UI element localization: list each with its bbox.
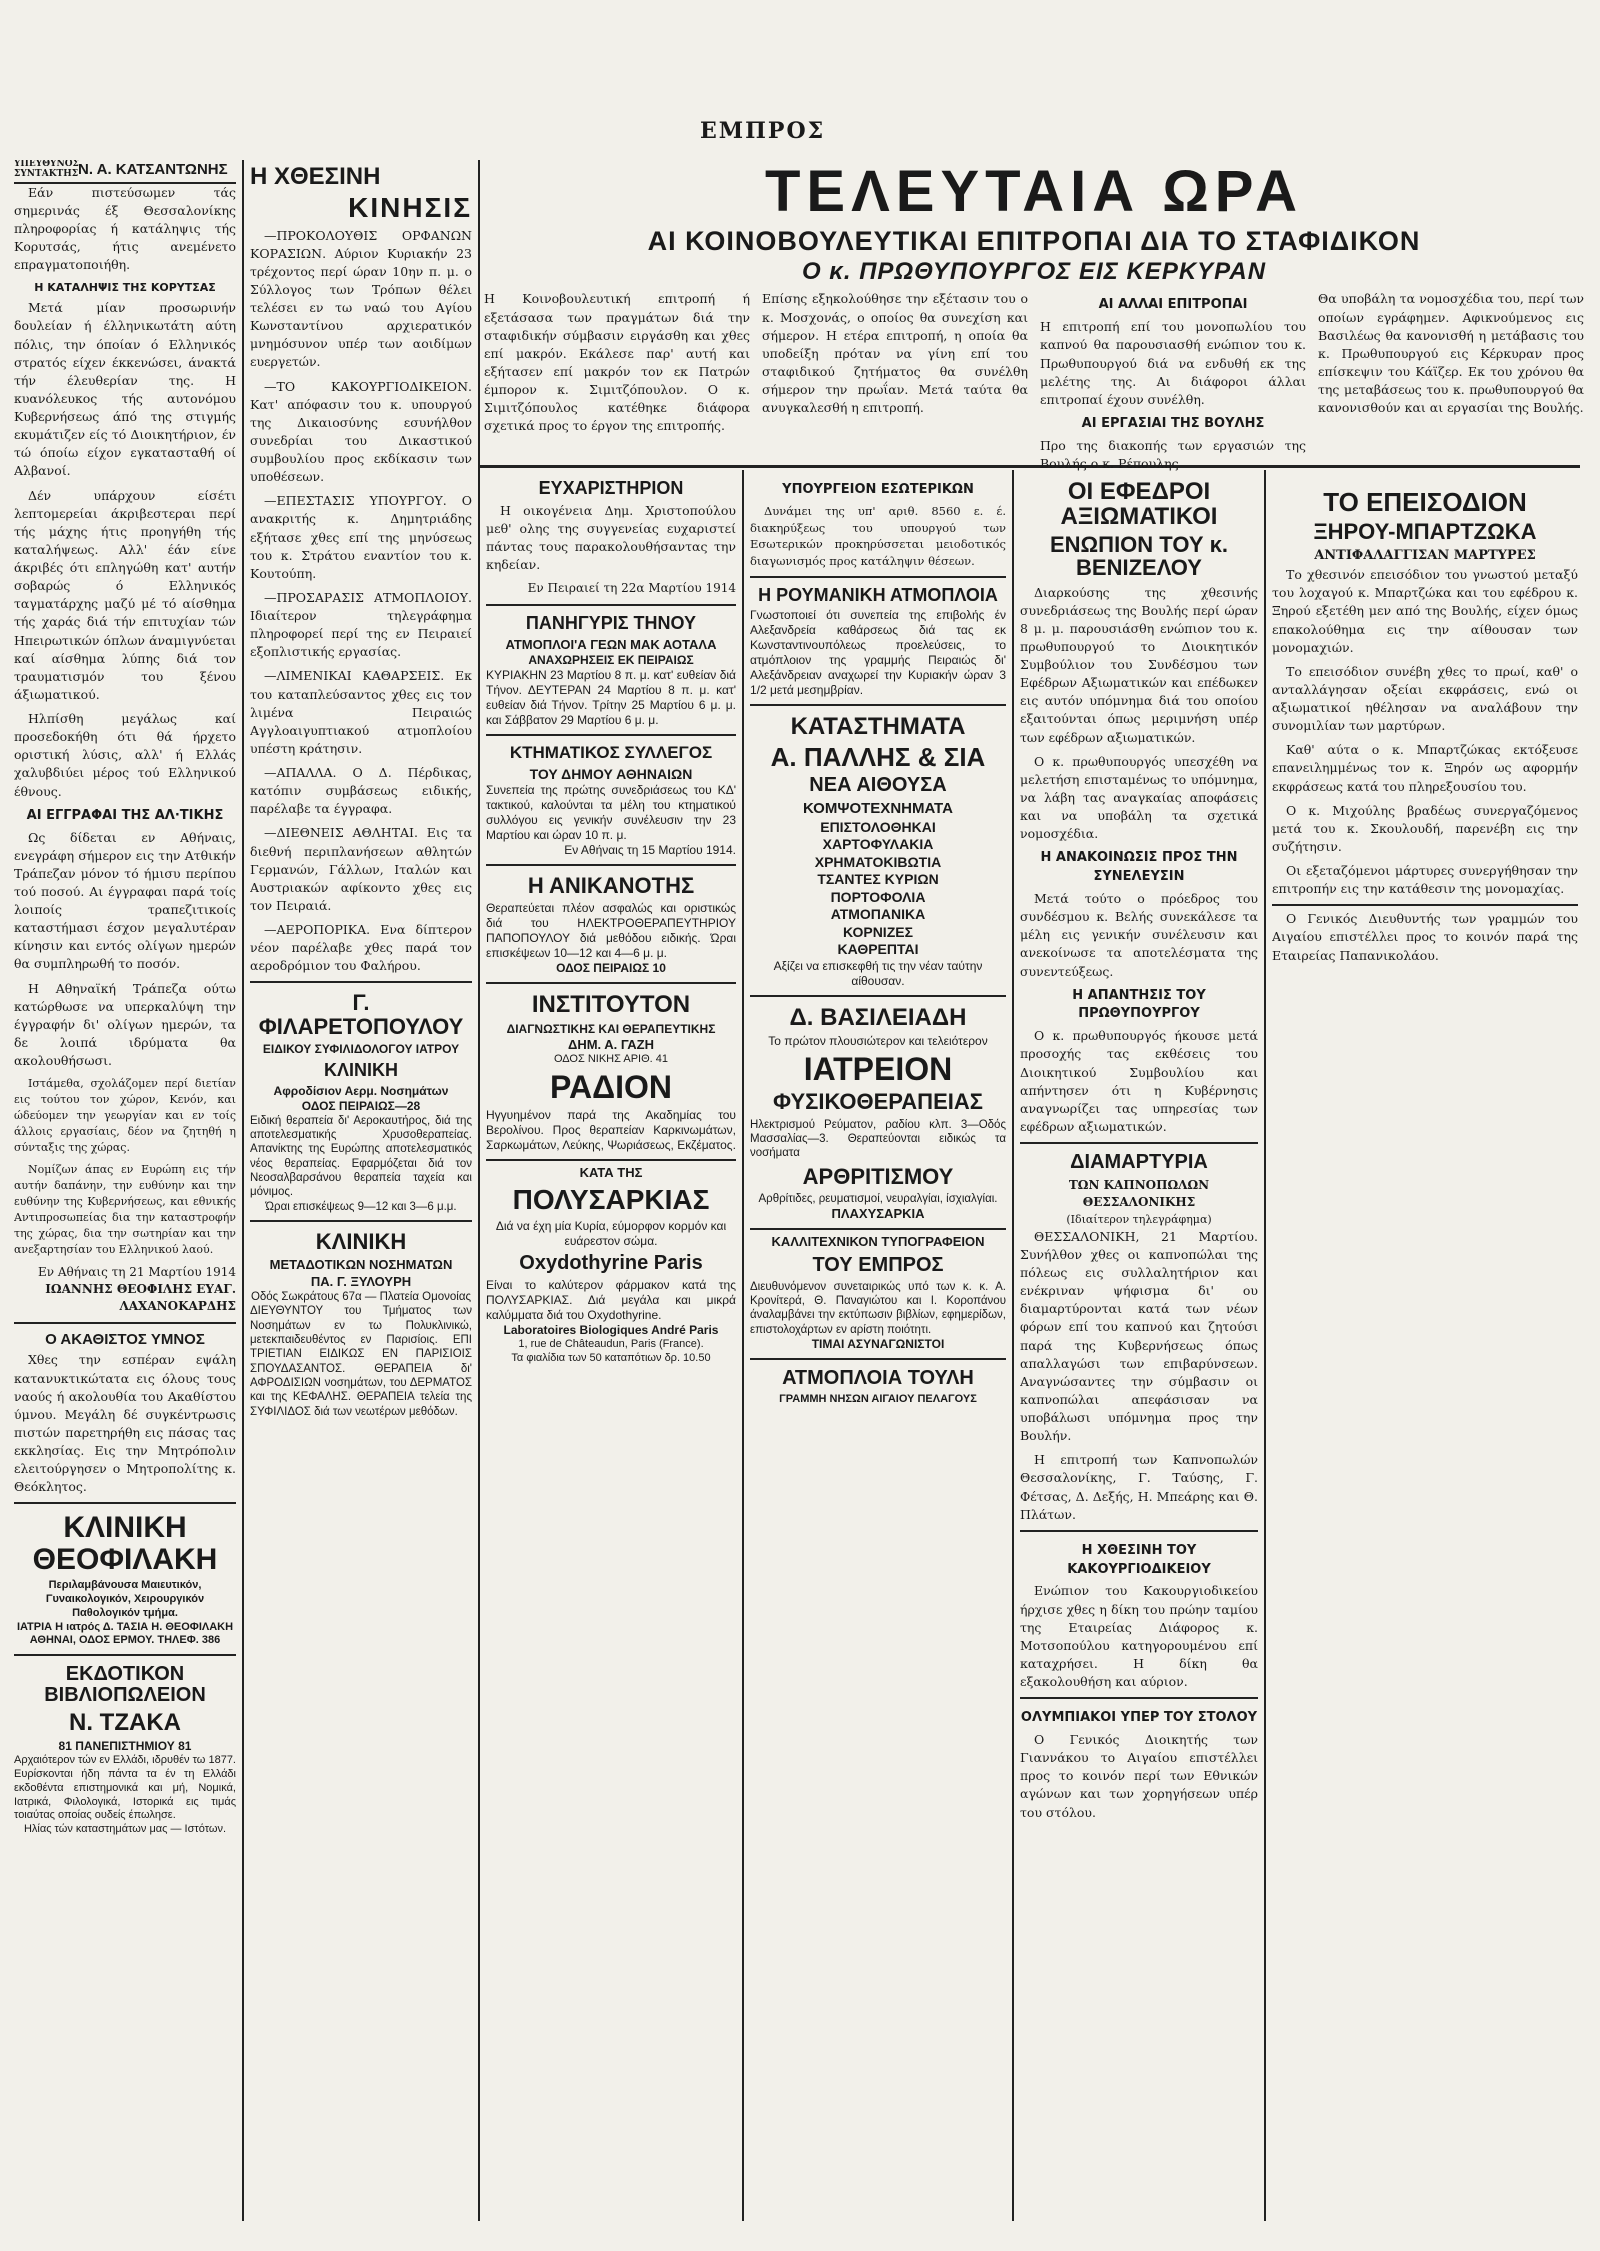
ad-address: ΟΔΟΣ ΝΙΚΗΣ ΑΡΙΘ. 41 [553,1052,669,1065]
column-6 [1272,475,1578,2231]
ad-heading: ΚΑΤΑΣΤΗΜΑΤΑ [790,713,966,741]
paragraph: Δυνάμει της υπ' αριθ. 8560 ε. έ. διακηρύξεως του υπουργού των Εσωτερικών προκηρύσσεται μειοδοτικός διαγωνισμός προς κατάληψιν θέσεων. [750,503,1006,568]
ad-text: Ηλεκτρισμού Ρεύματον, ραδίου κλπ. 3—Οδός Μασσαλίας—3. Θεραπεύονται ειδικώς τα νοσήματα [750,1118,1006,1160]
paragraph: ΘΕΣΣΑΛΟΝΙΚΗ, 21 Μαρτίου. Συνήλθον χθες οι καπνοπώλαι της πόλεως εις συλλαλητήριον και ενέκριναν ψήφισμα δι' ου διαμαρτύρονται κατά των νέων φόρων επί του καπνού και ζητούσι παρά της Κυβερνήσεως όπως απαλλαγώσι των επιβαρύνσεων. Αναγνώσαντες την σύμβασιν οι καπνοπώλαι απεφάσισαν να υποβάλωσι υπόμνημα προς την Βουλήν. [1020,1228,1258,1444]
top-story [484,158,1584,473]
clinic-director: ΙΑΤΡΙΑ Η ιατρός Δ. ΤΑΣΙΑ Η. ΘΕΟΦΙΛΑΚΗ [16,1620,234,1633]
ad-heading: ΚΤΗΜΑΤΙΚΟΣ ΣΥΛΛΕΓΟΣ [509,742,713,762]
ad-subtitle: Το πρώτον πλουσιώτερον και τελειότερον [768,1033,988,1048]
story-heading: ΔΙΑΜΑΡΤΥΡΙΑ [1070,1151,1208,1174]
column-4 [750,475,1006,2231]
bookshop-text: Αρχαιότερον τών εν Ελλάδι, ιδρυθέν τω 1877. Ευρίσκονται ήδη πάντα τα έν τη Ελλάδι εκδοθέντα επιστημονικά και μή, Νομικά, Ιατρικά, Φιλολογικά, Ιστορικά εις τιμάς τοιαύτας οποίας ουδείς έπωλησε. [14,1754,236,1822]
lead-paragraph: Δέν υπάρχουν είσέτι λεπτομερείαι άκριβεστεραι περί τής μάχης ήτις προηγήθη τής καταλήψεως. Αλλ' έάν είνε άκριβές ότι επληγώθη κατ' αυτήν σοβαρώς ό Ελληνικός ταγματάρχης μαζύ μέ τό αίσθημα τής χαράς διά τήν επιτυχίαν τών Ηπειρωτικών όπλων άναμιγνύεται καί αίσθημα λύπης διά τον τραυματισμόν του ξένου άξιωματικού. [14,487,236,702]
column-rule [478,160,480,2221]
ad-heading: Α. ΠΑΛΛΗΣ & ΣΙΑ [770,741,986,772]
ad-address: Οδός Σωκράτους 67α — Πλατεία Ομονοίας [250,1290,472,1303]
paragraph: Προ της διακοπής των εργασιών της Βουλής ο κ. Ρέπουλης [1040,437,1306,471]
section-heading: Η ΑΠΑΝΤΗΣΙΣ ΤΟΥ ΠΡΩΘΥΠΟΥΡΓΟΥ [1072,987,1206,1022]
ad-line: ΕΠΙΣΤΟΛΟΘΗΚΑΙ [820,818,936,835]
ad-subtitle: ΜΕΤΑΔΟΤΙΚΩΝ ΝΟΣΗΜΑΤΩΝ [269,1257,453,1273]
paragraph: Ενώπιον του Κακουργιοδικείου ήρχισε χθες η δίκη του πρώην ταμίου της Εταιρείας Διάφορος κ. Μοτσοπούλου κατηγορουμένου επί καταχρήσει. Η δίκη θα εξακολουθήση και αύριον. [1020,1583,1258,1690]
ad-heading: ΙΝΣΤΙΤΟΥΤΟΝ [531,991,691,1019]
ad-subtitle: ΤΟΥ ΔΗΜΟΥ ΑΘΗΝΑΙΩΝ [529,765,693,782]
ad-subtitle: ΚΟΜΨΟΤΕΧΝΗΜΑΤΑ [803,799,953,817]
ad-heading: ΠΛΑΧΥΣΑΡΚΙΑ [831,1206,925,1222]
signature-place: Εν Αθήναις τη 21 Μαρτίου 1914 [38,1264,236,1279]
ad-lab-address: 1, rue de Châteaudun, Paris (France). [518,1337,704,1350]
ad-subtitle: ΕΙΔΙΚΟΥ ΣΥΦΙΛΙΔΟΛΟΓΟΥ ΙΑΤΡΟΥ [262,1041,460,1056]
news-heading-b: ΚΙΝΗΣΙΣ [348,192,472,224]
top-column [1318,290,1584,473]
ad-line: ΠΟΡΤΟΦΟΛΙΑ [830,888,926,905]
ad-name: ΠΑ. Γ. ΞΥΛΟΥΡΗ [310,1273,412,1289]
news-item: —ΔΙΕΘΝΕΙΣ ΑΘΛΗΤΑΙ. Εις τα διεθνή περιπλανήσεων αθλητών Γερμανών, Γάλλων, Ιταλών και Αυστριακών αφίκοντο χθες εις τον Πειραιά. [250,825,472,913]
ad-line: ΧΡΗΜΑΤΟΚΙΒΩΤΙΑ [814,853,942,870]
ad-text: Ηγγυημένον παρά της Ακαδημίας του Βερολίνου. Προς θεραπείαν Καρκινωμάτων, Σαρκωμάτων, Λεύκης, Ψωριάσεως, Εκζέματος. [486,1108,736,1153]
story-subheading: ΞΗΡΟΥ-ΜΠΑΡΤΖΩΚΑ [1313,519,1537,545]
ad-signature: ΤΙΜΑΙ ΑΣΥΝΑΓΩΝΙΣΤΟΙ [811,1337,945,1352]
ad-text: ΔΙΕΥΘΥΝΤΟΥ του Τμήματος των Νοσημάτων εν τω Πολυκλινικώ, μετεκπαιδευθέντος εν Παρισίοις. ΕΠΙ ΤΡΙΕΤΙΑΝ ΕΙΔΙΚΩΣ ΕΝ ΠΑΡΙΣΙΟΙΣ ΣΠΟΥΔΑΣΑΝΤΟΣ. ΘΕΡΑΠΕΙΑ δι' ΑΦΡΟΔΙΣΙΩΝ νοσημάτων, του ΔΕΡΜΑΤΟΣ και της ΚΕΦΑΛΗΣ. ΘΕΡΑΠΕΙΑ τελεία της ΣΥΦΙΛΙΔΟΣ διά των νεωτέρων μεθόδων. [250,1305,472,1418]
ad-footer: Αξίζει να επισκεφθή τις την νέαν ταύτην αίθουσαν. [773,958,983,988]
notice-heading: ΕΥΧΑΡΙΣΤΗΡΙΟΝ [538,478,684,498]
top-column [762,290,1028,473]
ad-heading: ΙΑΤΡΕΙΟΝ [803,1050,953,1087]
ad-brand: Oxydothyrine Paris [519,1251,703,1274]
byline-name: Ν. Α. ΚΑΤΣΑΝΤΩΝΗΣ [78,161,228,179]
clinic-address: ΑΘΗΝΑΙ, ΟΔΟΣ ΕΡΜΟΥ. ΤΗΛΕΦ. 386 [29,1634,221,1647]
ad-line: ΧΑΡΤΟΦΥΛΑΚΙΑ [822,836,934,853]
lead-paragraph: Ηλπίσθη μεγάλως καί προσεδοκήθη ότι θά ήρχετο οριστική λύσις, αλλ' ή Ελλάς χαλυβδιύει μέρος τού Ελληνικού έθνους. [14,711,236,799]
paragraph: Θα υποβάλη τα νομοσχέδια του, περί των οποίων εγράφημεν. Αφικνούμενος εις Βασιλέως θα κανονισθή η μετάβασις του κ. Πρωθυπουργού εις Κέρκυραν προς επίσκεψιν του Κάϊζερ. Εκ του χρόνου θα της μεταβάσεως του κ. πρωθυπουργού θα κανονισθούν και αι εργασίαι της Βουλής. [1318,291,1584,416]
paragraph: Ο Γενικός Διευθυντής των γραμμών του Αιγαίου επιστέλλει προς το κοινόν παρά της Εταιρείας Παπανικολάου. [1272,911,1578,963]
paragraph: Καθ' αύτα ο κ. Μπαρτζώκας εκτόξευσε επανειλημμένως τον κ. Ξηρόν ως αφορμήν εκφράσεως κατά του πληρεξουσίου του. [1272,742,1578,794]
ad-text: Γνωστοποιεί ότι συνεπεία της επιβολής έν Αλεξανδρεία καθάρσεως διά τας εκ Κωνσταντινουπόλεως προελεύσεις, το ατμόπλοιον της γραμμής Πειραιώς δι' Αλεξάνδρειαν αναχωρεί την Κυριακήν ώραν 3 1/2 μετά μεσημβρίαν. [750,608,1006,698]
ad-text: Είναι το καλύτερον φάρμακον κατά της ΠΟΛΥΣΑΡΚΙΑΣ. Διά μεγάλα και μικρά καλύμματα διά του Oxydothyrine. [486,1277,736,1322]
ad-hours: Ώραι επισκέψεως 9—12 και 3—6 μ.μ. [265,1200,457,1213]
column-rule [1012,470,1014,2221]
sub-headline: Ο κ. ΠΡΩΘΥΠΟΥΡΓΟΣ ΕΙΣ ΚΕΡΚΥΡΑΝ [801,258,1267,286]
column-rule [242,160,244,2221]
masthead: ΕΜΠΡΟΣ [700,118,826,144]
ad-heading: ΦΥΣΙΚΟΘΕΡΑΠΕΙΑΣ [773,1089,983,1115]
story-subheading: ΕΝΩΠΙΟΝ ΤΟΥ κ. ΒΕΝΙΖΕΛΟΥ [1049,532,1229,581]
ad-line: ΑΤΜΟΠΑΝΙΚΑ [830,906,926,923]
akathistos-heading: Ο ΑΚΑΘΙΣΤΟΣ ΥΜΝΟΣ [45,1330,205,1348]
side-heading: Η ΚΑΤΑΛΗΨΙΣ ΤΗΣ ΚΟΡΥΤΣΑΣ [34,281,216,295]
ad-pre: ΚΑΤΑ ΤΗΣ [579,1165,643,1181]
news-item: —ΛΙΜΕΝΙΚΑΙ ΚΑΘΑΡΣΕΙΣ. Εκ του καταπλεύσαντος χθες εις τον λιμένα Πειραιώς Αγγλοαιγυπτιακού ατμοπλοίου υπέστη κράτησιν. [250,668,472,756]
paragraph: Η Αθηναϊκή Τράπεζα ούτω κατώρθωσε να υπερκαλύψη την έγγραφήν δι' ολίγων ημερών, τα δε λοιπά ιδρύματα θα ακολουθήσωσι. [14,980,236,1069]
story-subheading: ΤΩΝ ΚΑΠΝΟΠΩΛΩΝ ΘΕΣΣΑΛΟΝΙΚΗΣ [1068,1178,1210,1210]
top-column [1040,290,1306,473]
paragraph: Το επεισόδιον συνέβη χθες το πρωί, καθ' ο ανταλλάγησαν οξείαι εκφράσεις, ενώ οι αξιωματικοί ηθέλησαν να αναλάβουν την συνομιλίαν των μαρτύρων. [1272,663,1578,734]
paragraph: Ο κ. πρωθυπουργός ήκουσε μετά προσοχής τας εκθέσεις του Διοικητικού Συμβουλίου και απήντησεν ότι η Κυβέρνησις αναγνωρίζει τας υπηρεσίας των εφέδρων αξιωματικών. [1020,1028,1258,1134]
bookshop-address: 81 ΠΑΝΕΠΙΣΤΗΜΙΟΥ 81 [58,1739,192,1754]
paragraph: Το χθεσινόν επεισόδιον του γνωστού μεταξύ του λοχαγού κ. Μπαρτζώκα και του εφέδρου κ. Ξηρού εξετέθη μεν από της Βουλής, είχεν όμως επακολούθημα εις την αίθουσαν των μονομαχιών. [1272,567,1578,655]
bookshop-name: Ν. ΤΖΑΚΑ [69,1709,181,1737]
ad-heading: ΤΟΥ ΕΜΠΡΟΣ [812,1253,944,1276]
paragraph: Η Κοινοβουλευτική επιτροπή ή εξετάσασα των πραγμάτων διά την σταφιδικήν σύμβασιν ειργάσθη και χθες επί μακρόν. Εκάλεσε παρ' αυτή και εξήτασεν επί μακρόν τον εκ Πατρών έμπορον κ. Σιμιτζόπουλον. Ο κ. Σιμιτζόπουλος κατέθηκε διάφορα σχετικά προς το έργον της επιτροπής. [484,291,750,434]
ad-lab: Laboratoires Biologiques André Paris [503,1322,719,1337]
top-column [484,290,750,473]
paragraph: Επίσης εξηκολούθησε την εξέτασιν του ο κ. Μοσχονάς, ο οποίος θα συνεχίση και σήμερον. Η ετέρα επιτροπή, η οποία θα υποδείξη πρόταν να γίνη επί του σταφιδικού ζητήματος θα συνέλθη σήμερον την πρωΐαν. Μετά ταύτα θα ανυγκαλεσθή η επιτροπή. [762,291,1028,416]
section-heading: Η ΧΘΕΣΙΝΗ ΤΟΥ ΚΑΚΟΥΡΓΙΟΔΙΚΕΙΟΥ [1067,1542,1211,1577]
news-item: —ΑΕΡΟΠΟΡΙΚΑ. Ενα δίπτερον νέον παρέλαβε χθες παρά τον αεροδρόμιον του Φαλήρου. [250,922,472,974]
news-item: —ΠΡΟΣΑΡΑΣΙΣ ΑΤΜΟΠΛΟΙΟΥ. Ιδιαίτερον τηλεγράφημα πληροφορεί περί της εν Πειραιεί εξοπλιστικής εργασίας. [250,589,472,660]
ad-text: Διά να έχη μία Κυρία, εύμορφον κορμόν και ευάρεστον σώμα. [495,1218,727,1248]
main-headline: ΑΙ ΚΟΙΝΟΒΟΥΛΕΥΤΙΚΑΙ ΕΠΙΤΡΟΠΑΙ ΔΙΑ ΤΟ ΣΤΑΦΙΔΙΚΟΝ [647,225,1421,256]
paragraph: Η οικογένεια Δημ. Χριστοπούλου μεθ' ολης της συγγενείας ευχαριστεί πάντας τους παρακολουθήσαντας την κηδείαν. [486,502,736,573]
banner-heading: ΤΕΛΕΥΤΑΙΑ ΩΡΑ [764,159,1304,224]
column-5 [1020,475,1258,2231]
ad-heading: ΠΟΛΥΣΑΡΚΙΑΣ [512,1184,710,1216]
small-print: Νομίζων άπας εν Ευρώπη εις τήν αυτήν δαπάνην, την ευθύνην και την ευθύνην της Κυβερνήσεως, και εθνικής Αντιπροσωπείας δια την καταστροφήν της χώρας, δια την σωτηρίαν και την ανεξαρτησίαν του Ελληνικού λαού. [14,1162,236,1256]
section-heading: Η ΑΝΑΚΟΙΝΩΣΙΣ ΠΡΟΣ ΤΗΝ ΣΥΝΕΛΕΥΣΙΝ [1040,850,1238,885]
ad-heading: Η ΡΟΥΜΑΝΙΚΗ ΑΤΜΟΠΛΟΙΑ [758,584,998,605]
bookshop-footer: Ηλίας τών καταστημάτων μας — Ιστότων. [23,1823,227,1836]
ad-text: Συνεπεία της πρώτης συνεδριάσεως του ΚΔ' τακτικού, καλούνται τα μέλη του κτηματικού συλλόγου εις γενικήν συνέλευσιν την 23 Μαρτίου και ώραν 10 π. μ. [486,783,736,843]
bookshop-heading: ΕΚΔΟΤΙΚΟΝ ΒΙΒΛΙΟΠΩΛΕΙΟΝ [44,1663,206,1707]
byline-label: ΥΠΕΥΘΥΝΟΣ ΣΥΝΤΑΚΤΗΣ [14,160,79,179]
story-subheading: (Ιδιαίτερον τηλεγράφημα) [1066,1212,1212,1226]
signature-name: ΙΩΑΝΝΗΣ ΘΕΟΦΙΛΗΣ ΕΥΑΓ. ΛΑΧΑΝΟΚΑΡΔΗΣ [45,1281,236,1314]
lead-paragraph: Εάν πιστεύσωμεν τάς σημερινάς έξ Θεσσαλονίκης πληροφορίας ή κατάληψις τής Κορυτσάς, ήτις ανεμένετο επραγματοποιήθη. [14,184,236,273]
ad-line: Αφροδίσιον Αερμ. Νοσημάτων [273,1083,449,1098]
story-heading: ΟΙ ΕΦΕΔΡΟΙ ΑΞΙΩΜΑΤΙΚΟΙ [1060,478,1218,531]
paragraph: Χθες την εσπέραν εψάλη κατανυκτικώτατα εις όλους τους ναούς ή ακολουθία του Ακαθίστου ύμνου. Μεγάλη δέ συγκέντρωσις πιστών παρετηρήθη εις πάσας τας εκκλησίας. Εις την Μητρόπολιν ελειτούργησεν ο Μητροπολίτης κ. Θεόκλητος. [14,1352,236,1495]
paragraph: Η επιτροπή των Καπνοπωλών Θεσσαλονίκης, Γ. Ταύσης, Γ. Φέτσας, Δ. Δεξής, Η. Μπεάρης και Θ. Πλάτων. [1020,1452,1258,1522]
ad-text: Θεραπεύεται πλέον ασφαλώς και οριστικώς διά του ΗΛΕΚΤΡΟΘΕΡΑΠΕΥΤΗΡΙΟΥ ΠΑΠΟΠΟΥΛΟΥ διά μεθόδου ειδικής. Ώραι επισκέψεων 10—12 και 4—6 μ. μ. [486,901,736,961]
notice-heading: ΥΠΟΥΡΓΕΙΟΝ ΕΣΩΤΕΡΙΚΩΝ [782,482,974,497]
news-item: —ΕΠΕΣΤΑΣΙΣ ΥΠΟΥΡΓΟΥ. Ο ανακριτής κ. Δημητριάδης εξήτασε χθες επί της μηνύσεως του κ. Στράτου εναντίον του κ. Κουτούπη. [250,493,472,581]
news-heading-a: Η ΧΘΕΣΙΝΗ [250,163,381,190]
ad-heading: Δ. ΒΑΣΙΛΕΙΑΔΗ [789,1003,967,1031]
ad-subtitle: ΑΝΑΧΩΡΗΣΕΙΣ ΕΚ ΠΕΙΡΑΙΩΣ [528,652,694,667]
lead-paragraph: Μετά μίαν προσωρινήν δουλείαν ή έλληνικωτάτη αύτη πόλις, την όποίαν ό Ελληνικός στρατός είχεν έκκενώσει, άνακτά τήν έλευθερίαν της. Η κυανόλευκος τής αυτονόμου Κυβερνήσεως άπό της στιγμής εκυμάτιζεν είς τό Διοικητήριον, έν τώ όποίω είχον εγκατασταθή οί Αλβανοί. [14,300,236,479]
ad-line: ΤΣΑΝΤΕΣ ΚΥΡΙΩΝ [817,871,939,888]
news-item: —ΤΟ ΚΑΚΟΥΡΓΙΟΔΙΚΕΙΟΝ. Κατ' απόφασιν του κ. υπουργού της Δικαιοσύνης εσυνήλθον συνεδρίαι του Δικαστικού συμβουλίου προς εκδίκασιν των υποθέσεων. [250,378,472,485]
ad-name: ΔΗΜ. Α. ΓΑΖΗ [567,1036,655,1052]
ad-subtitle: ΝΕΑ ΑΙΘΟΥΣΑ [809,773,947,796]
clinic-subtitle: Περιλαμβάνουσα Μαιευτικόν, Γυναικολογικόν, Χειρουργικόν Παθολογικόν τμήμα. [45,1579,205,1619]
paragraph: Ως δίδεται εν Αθήναις, ενεγράφη σήμερον εις την Ατθικήν Τράπεζαν μόνον τό ήμισυ περίπου τού ποσού. Αι έγγραφαι παρά τοίς λοιποίς τραπεζιτικοίς καταστήμασι έσχον μεγαλυτέραν κίνησιν και εντός ολίγων ημερών θα συμπληρωθή το ποσόν. [14,829,236,972]
section-heading: ΑΙ ΕΓΓΡΑΦΑΙ ΤΗΣ ΑΛ·ΤΙΚΗΣ [26,807,224,823]
paragraph: Ο Γενικός Διοικητής των Γιαννάκου το Αιγαίου επιστέλλει προς το κοινόν περί των Εθνικών αγώνων και των χορηγήσεων υπέρ του στόλου. [1020,1732,1258,1820]
ad-price: Τα φιαλίδια των 50 καταπότιων δρ. 10.50 [511,1351,711,1364]
ad-title: ΚΛΙΝΙΚΗ [323,1059,398,1080]
column-rule [1264,470,1266,2221]
ad-product: ΡΑΔΙΟΝ [550,1068,672,1105]
ad-heading: Γ. ΦΙΛΑΡΕΤΟΠΟΥΛΟΥ [258,990,464,1039]
paragraph: Η επιτροπή επί του μονοπωλίου του καπνού θα παρουσιασθή ενώπιον του κ. Πρωθυπουργού διά να ενδυθή εκ της μελέτης της. Αι διάφοροι άλλαι επιτροπαί έχουν συνέλθη. [1040,319,1306,407]
ad-signature: Εν Αθήναις τη 15 Μαρτίου 1914. [564,843,736,858]
section-heading: ΑΙ ΕΡΓΑΣΙΑΙ ΤΗΣ ΒΟΥΛΗΣ [1081,415,1265,431]
ad-heading: ΠΑΝΗΓΥΡΙΣ ΤΗΝΟΥ [525,612,697,633]
ad-text: Διευθυνόμενον συνεταιρικώς υπό των κ. κ. Α. Κρονίτερά, Θ. Παναγιώτου και Ι. Κοροπάνου άναλαμβάνει την εκτύπωσιν βιβλίων, εφημερίδων, επιστολοχάρτων εν αρίστη ποιότητι. [750,1280,1006,1336]
news-item: —ΠΡΟΚΟΛΟΥΘΙΣ ΟΡΦΑΝΩΝ ΚΟΡΑΣΙΩΝ. Αύριον Κυριακήν 23 τρέχοντος περί ώραν 10ην π. μ. ο Σύλλογος των Τρόπων θέλει τελέσει εν τω ναώ του Αγίου Κωνσταντίνου αρχιερατικόν μνημόσυνον υπέρ των αοιδίμων ευεργετών. [250,227,472,370]
ad-subtitle: ΑΤΜΟΠΛΟΙ'Α ΓΕΩΝ ΜΑΚ ΑΟΤΑΛΑ [505,636,717,652]
small-print: Ιστάμεθα, σχολάζομεν περί διετίαν εις τούτου τον χώρον, Κενόν, και ώδεύομεν την γεωργίαν και εν τοίς άλλοις εργασίαις, δέον να ζητηθή η σύνταξις της χώρας. [14,1077,236,1154]
section-heading: ΑΙ ΑΛΛΑΙ ΕΠΙΤΡΟΠΑΙ [1098,297,1248,313]
ad-heading: Η ΑΝΙΚΑΝΟΤΗΣ [527,873,695,899]
ad-text: Ειδική θεραπεία δι' Αεροκαυτήρος, διά της αποτελεσματικής Χρυσοθεραπείας. Απανίκτης της Ευρώπης αποτελεσματικός νέος θεραπείας. Εφαρμόζεται διά τον Νεοσαλβαρσάνου θεραπεία ταχεία και μόνιμος. [250,1114,472,1199]
story-subheading: ΑΝΤΙΦΑΛΑΓΓΙΣΑΝ ΜΑΡΤΥΡΕΣ [1314,548,1536,564]
ad-subtitle: ΓΡΑΜΜΗ ΝΗΣΩΝ ΑΙΓΑΙΟΥ ΠΕΛΑΓΟΥΣ [779,1393,977,1406]
paragraph: Διαρκούσης της χθεσινής συνεδριάσεως της Βουλής περί ώραν 8 μ. μ. παρουσιάσθη ενώπιον του κ. πρωθυπουργού το Διοικητικόν Συμβούλιον του Συνδέσμου των Εφέδρων Αξιωματικών και επέδωκεν εις αυτόν υπόμνημα διά του οποίου εξαιτούνται όπως μεριμνήση υπέρ των εφέδρων αξιωματικών. [1020,584,1258,745]
ad-subtitle: ΔΙΑΓΝΩΣΤΙΚΗΣ ΚΑΙ ΘΕΡΑΠΕΥΤΙΚΗΣ [506,1021,716,1036]
ad-line: ΚΟΡΝΙΖΕΣ [843,923,913,940]
column-1 [14,160,236,2231]
paragraph: Ο κ. πρωθυπουργός υπεσχέθη να μελετήση επισταμένως το υπόμνημα, να λάβη τας αναγκαίας αποφάσεις και να υποβάλη τα σχετικά νομοσχέδια. [1020,753,1258,842]
clinic-heading: ΚΛΙΝΙΚΗ ΘΕΟΦΙΛΑΚΗ [32,1511,218,1576]
ad-title: ΚΛΙΝΙΚΗ [315,1229,407,1255]
ad-heading: ΑΤΜΟΠΛΟΙΑ ΤΟΥΛΗ [782,1367,974,1390]
section-heading: ΟΛΥΜΠΙΑΚΟΙ ΥΠΕΡ ΤΟΥ ΣΤΟΛΟΥ [1020,1710,1258,1726]
ad-line: ΚΑΘΡΕΠΤΑΙ [837,941,919,958]
ad-line: ΟΔΟΣ ΠΕΙΡΑΙΩΣ—28 [301,1098,421,1113]
ad-text: ΚΥΡΙΑΚΗΝ 23 Μαρτίου 8 π. μ. κατ' ευθείαν διά Τήνον. ΔΕΥΤΕΡΑΝ 24 Μαρτίου 8 π. μ. κατ' ευθείαν διά Τήνον. Τρίτην 25 Μαρτίου 6 μ. μ. και Σάββατον 29 Μαρτίου 6 μ. μ. [486,667,736,727]
column-2 [250,160,472,2231]
paragraph: Οι εξεταζόμενοι μάρτυρες συνεργήθησαν την επιτροπήν εις την κατάθεσιν της μονομαχίας. [1272,863,1578,897]
column-3 [486,475,736,2231]
ad-heading: ΚΑΛΛΙΤΕΧΝΙΚΟΝ ΤΥΠΟΓΡΑΦΕΙΟΝ [771,1234,985,1250]
paragraph: Μετά τούτο ο πρόεδρος του συνδέσμου κ. Βελής συνεκάλεσε τα μέλη εις γενικήν συνέλευσιν και ανεκοίνωσε τα αποτελέσματα της συνεντεύξεως. [1020,891,1258,979]
ad-heading: ΑΡΘΡΙΤΙΣΜΟΥ [802,1163,954,1189]
ad-text: Αρθρίτιδες, ρευματισμοί, νευραλγίαι, ίσχιαλγίαι. [758,1192,998,1205]
news-item: —ΑΠΑΛΛΑ. Ο Δ. Πέρδικας, κατόπιν συμβάσεως ειδικής, παρέλαβε τα έγγραφα. [250,765,472,817]
ad-address: ΟΔΟΣ ΠΕΙΡΑΙΩΣ 10 [556,961,666,976]
paragraph: Ο κ. Μιχούλης βραδέως συνεργαζόμενος μετά του κ. Σκουλουδή, παρενέβη εις την συζήτησιν. [1272,802,1578,854]
column-rule [742,470,744,2221]
story-heading: ΤΟ ΕΠΕΙΣΟΔΙΟΝ [1323,487,1527,517]
notice-signature: Εν Πειραιεί τη 22α Μαρτίου 1914 [527,581,736,596]
